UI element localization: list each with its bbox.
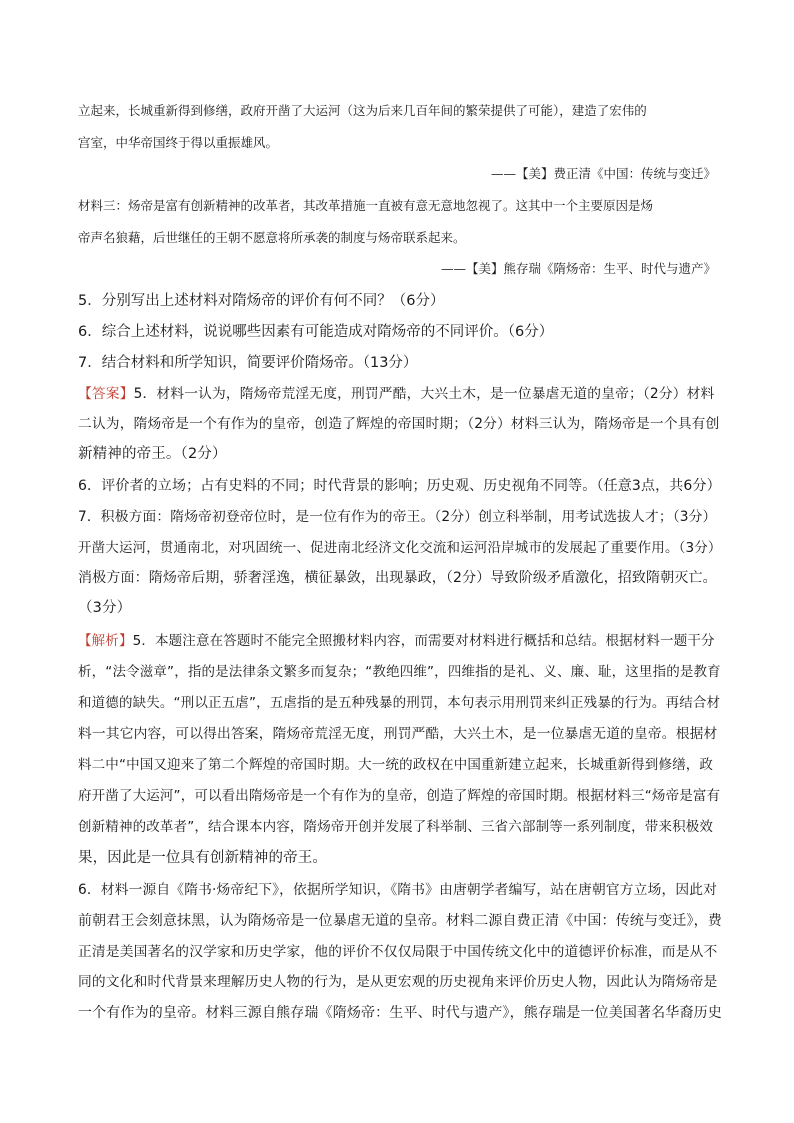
material3-line1: 材料三：炀帝是富有创新精神的改革者，其改革措施一直被有意无意地忽视了。这其中一个主要原因是炀 bbox=[78, 198, 654, 213]
answer-line-4: 6．评价者的立场；占有史料的不同；时代背景的影响；历史观、历史视角不同等。（任意3点，共6分） bbox=[78, 478, 721, 494]
answer-line-8: （3分） bbox=[78, 600, 132, 616]
analysis-line-11: 正清是美国著名的汉学家和历史学家，他的评价不仅仅局限于中国传统文化中的道德评价标准，而是从不 bbox=[78, 944, 718, 960]
analysis-line-12: 同的文化和时代背景来理解历史人物的行为，是从更宏观的历史视角来评价历史人物，因此认为隋炀帝是 bbox=[78, 974, 718, 990]
question-5: 5．分别写出上述材料对隋炀帝的评价有何不同？（6分） bbox=[78, 293, 445, 309]
answer-label: 【答案】 bbox=[78, 386, 134, 402]
question-7: 7．结合材料和所学知识，简要评价隋炀帝。（13分） bbox=[78, 355, 418, 371]
citation-fei-zhengqing: ——【美】费正清《中国：传统与变迁》 bbox=[490, 166, 716, 181]
answer-line-5: 7．积极方面：隋炀帝初登帝位时，是一位有作为的帝王。（2分）创立科举制，用考试选拔人才；（3分） bbox=[78, 509, 717, 525]
answer-line-3: 新精神的帝王。（2分） bbox=[78, 446, 227, 462]
analysis-line-8: 果，因此是一位具有创新精神的帝王。 bbox=[78, 850, 328, 866]
citation-xiong-cunrui: ——【美】熊存瑞《隋炀帝：生平、时代与遗产》 bbox=[440, 261, 716, 276]
question-6: 6．综合上述材料，说说哪些因素有可能造成对隋炀帝的不同评价。（6分） bbox=[78, 324, 554, 340]
answer-line-7: 消极方面：隋炀帝后期，骄奢淫逸，横征暴敛，出现暴政，（2分）导致阶级矛盾激化，招致隋朝灭亡。 bbox=[78, 570, 717, 586]
analysis-line-7: 创新精神的改革者”，结合课本内容，隋炀帝开创并发展了科举制、三省六部制等一系列制度，带来积极效 bbox=[78, 819, 714, 835]
answer-line-1-text: 5．材料一认为，隋炀帝荒淫无度，刑罚严酷，大兴土木，是一位暴虐无道的皇帝；（2分）材料 bbox=[133, 386, 715, 402]
analysis-line-5: 料二中“中国又迎来了第二个辉煌的帝国时期。大一统的政权在中国重新建立起来，长城重新得到修缮，政 bbox=[78, 757, 714, 773]
answer-line-1 bbox=[78, 384, 714, 404]
analysis-line-3: 和道德的缺失。“刑以正五虐”，五虐指的是五种残暴的刑罚，本句表示用刑罚来纠正残暴的行为。再结合材 bbox=[78, 695, 721, 711]
material2-line2: 宫室，中华帝国终于得以重振雄风。 bbox=[78, 135, 279, 150]
material3-line2: 帝声名狼藉，后世继任的王朝不愿意将所承袭的制度与炀帝联系起来。 bbox=[78, 230, 466, 245]
analysis-line-13: 一个有作为的皇帝。材料三源自熊存瑞《隋炀帝：生平、时代与遗产》，熊存瑞是一位美国著名华裔历史 bbox=[78, 1005, 722, 1021]
answer-line-6: 开凿大运河，贯通南北，对巩固统一、促进南北经济文化交流和运河沿岸城市的发展起了重要作用。（3分） bbox=[78, 540, 722, 556]
material2-line1: 立起来，长城重新得到修缮，政府开凿了大运河（这为后来几百年间的繁荣提供了可能），建造了宏伟的 bbox=[78, 103, 647, 118]
analysis-line-6: 府开凿了大运河”，可以看出隋炀帝是一个有作为的皇帝，创造了辉煌的帝国时期。根据材料三“炀帝是富有 bbox=[78, 788, 721, 804]
analysis-label: 【解析】 bbox=[78, 633, 133, 649]
analysis-line-1-text: 5．本题注意在答题时不能完全照搬材料内容，而需要对材料进行概括和总结。根据材料一题干分 bbox=[132, 633, 715, 649]
analysis-line-9: 6．材料一源自《隋书·炀帝纪下》，依据所学知识，《隋书》由唐朝学者编写，站在唐朝官方立场，因此对 bbox=[78, 882, 718, 898]
analysis-line-4: 料一其它内容，可以得出答案，隋炀帝荒淫无度，刑罚严酷，大兴土木，是一位暴虐无道的皇帝。根据材 bbox=[78, 726, 718, 742]
analysis-line-2: 析，“法令滋章”，指的是法律条文繁多而复杂；“教绝四维”，四维指的是礼、义、廉、耻，这里指的是教育 bbox=[78, 664, 721, 680]
analysis-line-10: 前朝君王会刻意抹黑，认为隋炀帝是一位暴虐无道的皇帝。材料二源自费正清《中国：传统与变迁》，费 bbox=[78, 913, 722, 929]
analysis-line-1 bbox=[78, 631, 715, 651]
answer-line-2: 二认为，隋炀帝是一个有作为的皇帝，创造了辉煌的帝国时期；（2分）材料三认为，隋炀帝是一个具有创 bbox=[78, 416, 720, 432]
